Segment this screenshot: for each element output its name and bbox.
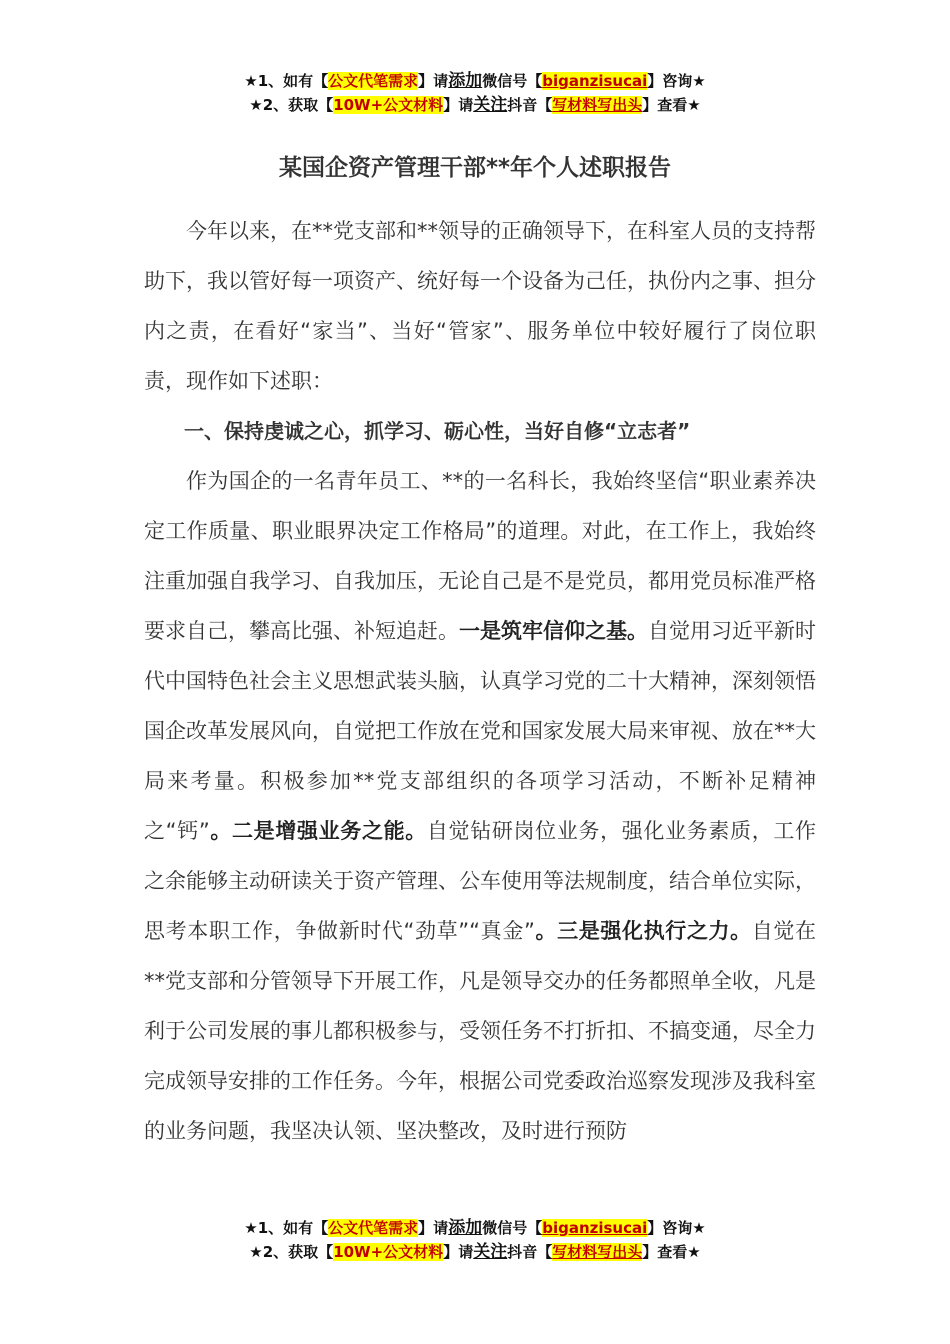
promo-highlight-service: 公文代笔需求 [328, 1219, 419, 1237]
promo-line-2: ★2、获取【10W+公文材料】请关注抖音【写材料写出头】查看★ [249, 1242, 701, 1262]
point-1-lead: 一是筑牢信仰之基。 [459, 619, 648, 643]
promo-wechat-id: biganzisucai [542, 1219, 648, 1237]
promo-douyin-account: 写材料写出头 [552, 1243, 643, 1261]
intro-paragraph: 今年以来，在**党支部和**领导的正确领导下，在科室人员的支持帮助下，我以管好每一项资产、统好每一个设备为己任，执份内之事、担分内之责，在看好“家当”、当好“管家”、服务单位中较好履行了岗位职责，现作如下述职： [144, 219, 816, 393]
promo-line-2: ★2、获取【10W+公文材料】请关注抖音【写材料写出头】查看★ [249, 95, 701, 115]
section-paragraph-1: 作为国企的一名青年员工、**的一名科长，我始终坚信“职业素养决定工作质量、职业眼界决定工作格局”的道理。对此，在工作上，我始终注重加强自我学习、自我加压，无论自己是不是党员，都用党员标准严格要求自己，攀高比强、补短追赶。一是筑牢信仰之基。自觉用习近平新时代中国特色社会主义思想武装头脑，认真学习党的二十大精神，深刻领悟国企改革发展风向，自觉把工作放在党和国家发展大局来审视、放在**大局来考量。积极参加**党支部组织的各项学习活动，不断补足精神之“钙”。二是增强业务之能。自觉钻研岗位业务，强化业务素质，工作之余能够主动研读关于资产管理、公车使用等法规制度，结合单位实际，思考本职工作，争做新时代“劲草”“真金”。三是强化执行之力。自觉在**党支部和分管领导下开展工作，凡是领导交办的任务都照单全收，凡是利于公司发展的事儿都积极参与，受领任务不打折扣、不搞变通，尽全力完成领导安排的工作任务。今年，根据公司党委政治巡察发现涉及我科室的业务问题，我坚决认领、坚决整改，及时进行预防 [144, 469, 817, 1143]
point-2-lead: 。二是增强业务之能。 [209, 819, 427, 843]
point-3-lead: 。三是强化执行之力。 [534, 919, 752, 943]
promo-wechat-id: biganzisucai [542, 72, 648, 90]
section-heading-1: 一、保持虔诚之心，抓学习、砺心性，当好自修“立志者” [184, 419, 691, 443]
document-body [144, 206, 816, 1156]
promo-line-1: ★1、如有【公文代笔需求】请添加微信号【biganzisucai】咨询★ [244, 1218, 706, 1238]
promo-line-1: ★1、如有【公文代笔需求】请添加微信号【biganzisucai】咨询★ [244, 71, 706, 91]
promo-highlight-service: 公文代笔需求 [328, 72, 419, 90]
promo-douyin-account: 写材料写出头 [552, 96, 643, 114]
promo-highlight-materials: 10W+公文材料 [333, 1243, 444, 1261]
header-promo-banner [0, 69, 950, 117]
promo-highlight-materials: 10W+公文材料 [333, 96, 444, 114]
document-title: 某国企资产管理干部**年个人述职报告 [278, 155, 672, 181]
footer-promo-banner [0, 1216, 950, 1264]
